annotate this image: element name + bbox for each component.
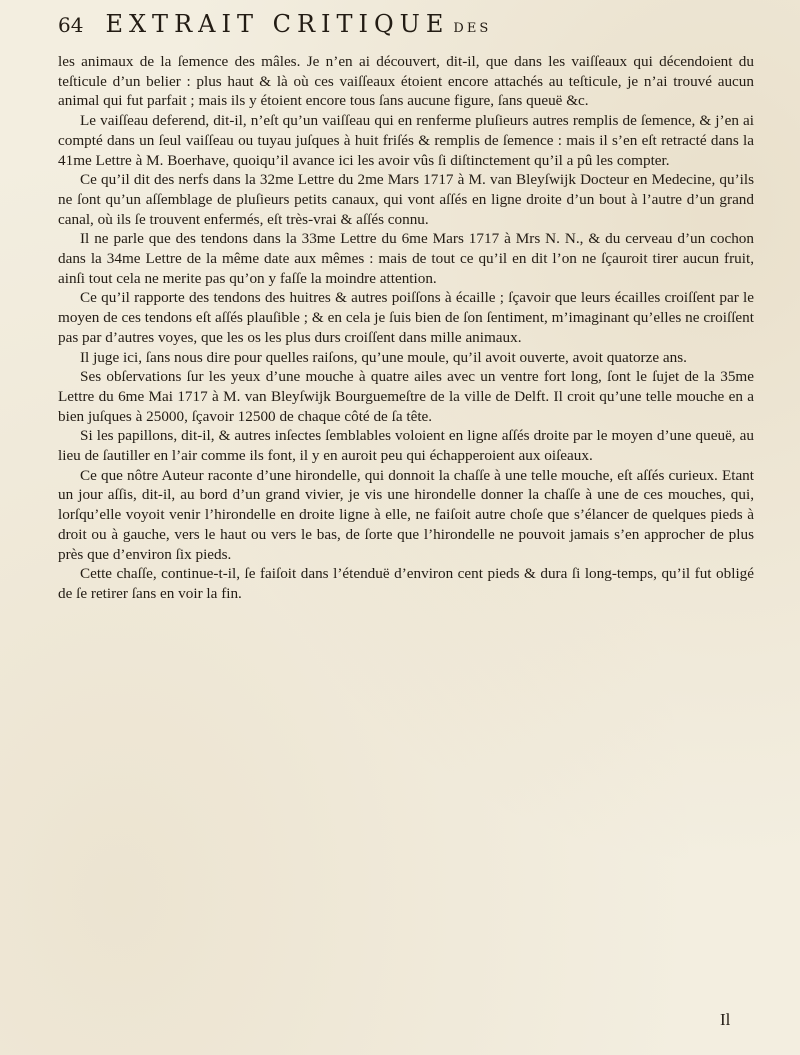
- paragraph: Le vaiſſeau deferend, dit-il, n’eſt qu’un vaiſſeau qui en renferme pluſieurs autres remplis de ſemence, & j’en ai compté dans un ſeul vaiſſeau ou tuyau juſques à huit friſés & remplis de ſemence : mais il s’en eſt retracté dans la 41me Lettre à M. Boerhave, quoiqu’il avance ici les avoir vûs ſi diſtinctement qu’il a pû les compter.: [58, 112, 754, 169]
- paragraph: Il ne parle que des tendons dans la 33me Lettre du 6me Mars 1717 à Mrs N. N., & du cerveau d’un cochon dans la 34me Lettre de la même date aux mêmes : mais de tout ce qu’il en dit l’on ne ſçauroit tirer aucun fruit, ainſi tout cela ne merite pas qu’on y faſſe la moindre attention.: [58, 230, 754, 287]
- page-header: [58, 10, 758, 50]
- paragraph: Ce qu’il dit des nerfs dans la 32me Lettre du 2me Mars 1717 à M. van Bleyſwijk Docteur en Medecine, qu’ils ne ſont qu’un aſſemblage de pluſieurs petits canaux, qui vont aſſés en ligne droite d’un bout à l’autre d’un grand canal, où ils ſe trouvent enfermés, eſt très-vrai & aſſés connu.: [58, 171, 754, 228]
- running-title: EXTRAIT CRITIQUE: [105, 10, 450, 38]
- paragraph: Ce que nôtre Auteur raconte d’une hirondelle, qui donnoit la chaſſe à une telle mouche, eſt aſſés curieux. Etant un jour aſſis, dit-il, au bord d’un grand vivier, je vis une hirondelle donner la chaſſe à une de ces mouches, qui, lorſqu’elle voyoit venir l’hirondelle en droite ligne à elle, ne faiſoit autre choſe que s’élancer de quelques pieds à droit ou à gauche, vers le haut ou vers le bas, de ſorte que l’hirondelle ne pouvoit jamais s’en approcher de plus près que d’environ ſix pieds.: [58, 466, 754, 563]
- paragraph: les animaux de la ſemence des mâles. Je n’en ai découvert, dit-il, que dans les vaiſſeaux qui décendoient du teſticule d’un belier : plus haut & là où ces vaiſſeaux étoient encore attachés au teſticule, je n’ai trouvé aucun animal qui fut parfait ; mais ils y étoient encore tous ſans aucune figure, ſans queuë &c.: [58, 53, 754, 110]
- running-title-suffix: DES: [453, 21, 492, 36]
- paragraph: Il juge ici, ſans nous dire pour quelles raiſons, qu’une moule, qu’il avoit ouverte, avoit quatorze ans.: [80, 348, 687, 366]
- paragraph: Cette chaſſe, continue-t-il, ſe faiſoit dans l’étenduë d’environ cent pieds & dura ſi long-temps, qu’il fut obligé de ſe retirer ſans en voir la fin.: [58, 565, 754, 602]
- catchword: Il: [720, 1010, 731, 1029]
- page-number: 64: [58, 13, 84, 37]
- paragraph: Ce qu’il rapporte des tendons des huitres & autres poiſſons à écaille ; ſçavoir que leurs écailles croiſſent par le moyen de ces tendons eſt aſſés plauſible ; & en cela je ſuis bien de ſon ſentiment, m’imaginant qu’elles ne croiſſent pas par d’autres voyes, que les os les plus durs croiſſent dans mille animaux.: [58, 289, 754, 346]
- paragraph: Ses obſervations ſur les yeux d’une mouche à quatre ailes avec un ventre fort long, ſont le ſujet de la 35me Lettre du 6me Mai 1717 à M. van Bleyſwijk Bourguemeſtre de la ville de Delft. Il croit qu’une telle mouche en a bien juſques à 25000, ſçavoir 12500 de chaque côté de ſa tête.: [58, 368, 754, 425]
- paragraph: Si les papillons, dit-il, & autres inſectes ſemblables voloient en ligne aſſés droite par le moyen d’une queuë, au lieu de ſautiller en l’air comme ils font, il y en auroit peu qui échapperoient aux oiſeaux.: [58, 427, 754, 465]
- body-text: [58, 52, 754, 604]
